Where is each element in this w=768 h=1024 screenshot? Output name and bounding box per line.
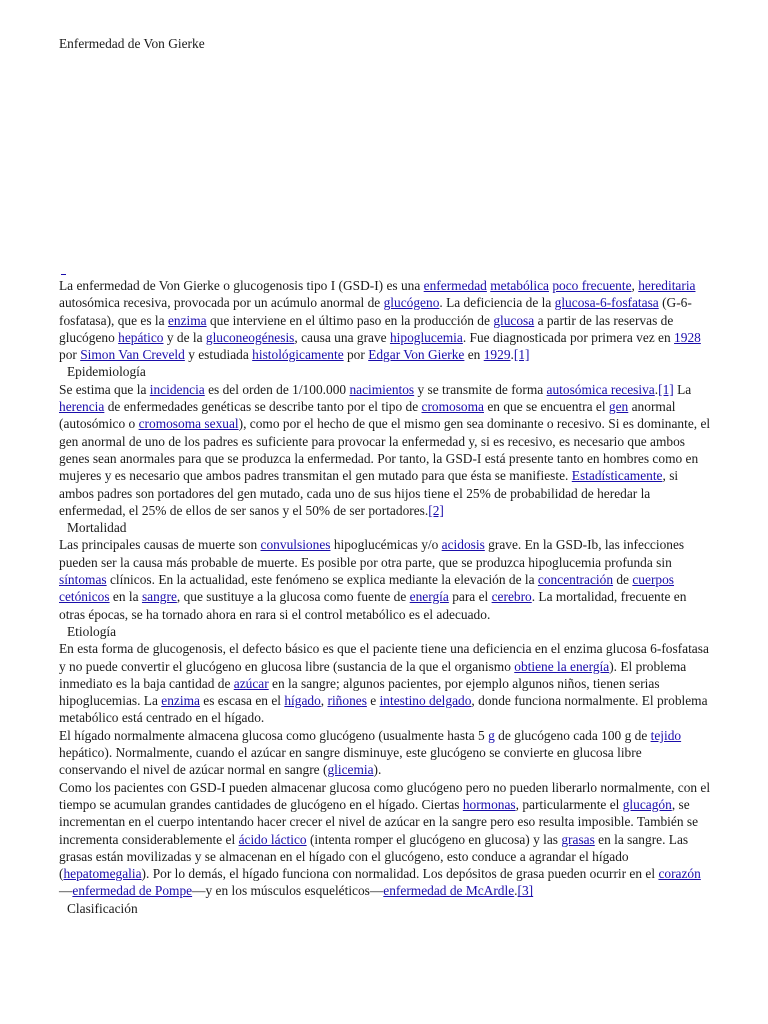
section-heading: Epidemiología (67, 364, 146, 380)
inline-link[interactable]: cerebro (491, 589, 532, 605)
text-run: La enfermedad de Von Gierke o glucogenosis tipo I (GSD-I) es una (59, 278, 424, 293)
inline-link[interactable]: gluconeogénesis (205, 329, 295, 345)
inline-link[interactable]: corazón (658, 866, 701, 882)
inline-link[interactable]: hepático (118, 329, 164, 345)
inline-link[interactable]: incidencia (149, 381, 205, 397)
text-run: y de la (163, 329, 206, 345)
inline-link[interactable]: cromosoma (421, 399, 484, 415)
text-run: . (514, 883, 518, 899)
text-run: por (343, 347, 369, 363)
inline-link[interactable]: [2] (428, 502, 444, 518)
text-run: por (59, 347, 81, 363)
text-run: hepático). Normalmente, cuando el azúcar en sangre disminuye, este glucógeno se convierte en glucosa libre conservando el nivel de azúcar normal en sangre ( (59, 745, 642, 778)
paragraph (59, 727, 711, 779)
text-run: . Fue diagnosticada por primera vez en (462, 329, 675, 345)
text-run: (intenta romper el glucógeno en glucosa) y las (306, 831, 562, 847)
inline-link[interactable]: [1] (513, 347, 530, 363)
inline-link[interactable]: energía (409, 589, 449, 605)
inline-link[interactable]: hormonas (462, 796, 516, 812)
inline-link[interactable]: riñones (327, 693, 367, 709)
text-run: , causa una grave (294, 329, 390, 345)
text-run: . (654, 381, 659, 397)
inline-link[interactable]: ácido láctico (238, 831, 307, 847)
inline-link[interactable]: herencia (59, 399, 105, 415)
text-run: En esta forma de glucogenosis, el defecto básico es que el paciente tiene una deficiencia en el enzima glucosa 6-fosfatasa y no puede convertir el glucógeno en glucosa libre (sustancia de la que el organismo (59, 641, 709, 674)
paragraph (59, 536, 711, 622)
paragraph (59, 640, 711, 726)
inline-link[interactable]: gen (608, 399, 629, 415)
text-run: autosómica recesiva, provocada por un acúmulo anormal de (59, 295, 384, 311)
text-run: clínicos. En la actualidad, este fenómeno se explica mediante la elevación de la (106, 572, 538, 588)
text-run: hipoglucémicas y/o (330, 537, 442, 553)
inline-link[interactable]: convulsiones (260, 537, 331, 553)
inline-link[interactable]: enfermedad de Pompe (72, 883, 193, 899)
inline-link[interactable]: glucosa-6-fosfatasa (554, 295, 659, 311)
inline-link[interactable]: hereditaria (638, 278, 696, 293)
inline-link[interactable]: Simon Van Creveld (80, 347, 185, 363)
inline-link[interactable]: hipoglucemia (389, 329, 463, 345)
paragraph (59, 381, 711, 519)
text-run: en la sangre; algunos pacientes, por ejemplo algunos niños, tienen serias hipoglucemias. La (59, 675, 660, 709)
inline-link[interactable]: nacimientos (349, 381, 415, 397)
section-heading: Etiología (67, 623, 117, 639)
text-run: ). El problema inmediato es la baja cantidad de (59, 658, 687, 691)
text-run: en que se encuentra el (484, 399, 609, 415)
article-body (59, 277, 711, 917)
inline-link[interactable]: sangre (141, 589, 177, 605)
text-run: de (613, 572, 633, 588)
inline-link[interactable]: g (488, 727, 495, 743)
text-run: e (366, 693, 380, 709)
text-run: y estudiada (184, 347, 253, 363)
inline-link[interactable]: [3] (517, 883, 534, 899)
inline-link[interactable]: glucosa (493, 312, 535, 328)
text-run: ), como por el hecho de que el mismo gen sea dominante o recesivo. Si es dominante, el gen anormal de uno de los padres es suficiente para provocar la enfermedad y, si es recesivo, es necesario que ambos genes sean anormales para que se produzca la enfermedad. Por tanto, la GSD-I está presente tanto en hombres como en mujeres y es necesario que ambos padres transmitan el gen mutado para que ésta se manifieste. (59, 416, 711, 484)
inline-link[interactable]: enfermedad (423, 278, 487, 293)
text-run: anormal (autosómico o (59, 399, 676, 432)
paragraph (59, 779, 711, 900)
text-run: Como los pacientes con GSD-I pueden almacenar glucosa como glucógeno pero no pueden liberarlo normalmente, con el tiempo se acumulan grandes cantidades de glucógeno en el hígado. Ciertas (59, 779, 711, 812)
inline-link[interactable]: hepatomegalia (63, 866, 142, 882)
section-heading: Mortalidad (67, 520, 127, 536)
text-run: en la sangre. Las grasas están movilizadas y se almacenan en el hígado con el glucógeno, esto conduce a agrandar el hígado ( (59, 831, 689, 882)
text-run: ). (373, 762, 382, 778)
inline-link[interactable]: azúcar (233, 675, 269, 691)
text-run: de enfermedades genéticas se describe tanto por el tipo de (104, 399, 422, 415)
inline-link[interactable]: Estadísticamente (571, 468, 663, 484)
paragraph (59, 277, 711, 363)
text-run: . La deficiencia de la (439, 295, 555, 311)
text-run: , (320, 693, 328, 709)
inline-link[interactable]: [1] (658, 381, 674, 397)
inline-link[interactable]: enzima (167, 312, 207, 328)
text-run: , donde funciona normalmente. El problema metabólico está centrado en el hígado. (59, 693, 708, 726)
document-title: Enfermedad de Von Gierke (59, 36, 205, 51)
inline-link[interactable]: autosómica recesiva (546, 381, 655, 397)
inline-link[interactable]: Edgar Von Gierke (368, 347, 465, 363)
section-heading: Clasificación (67, 900, 138, 916)
text-run: y se transmite de forma (414, 381, 547, 397)
text-run: — (59, 883, 73, 899)
text-run: , se incrementan en el cuerpo intentando hacer crecer el nivel de azúcar en la sangre pero eso resulta imposible. También se incrementa considerablemente el (59, 796, 699, 847)
inline-link[interactable]: metabólica (490, 278, 549, 293)
text-run: , si ambos padres son portadores del gen mutado, cada uno de sus hijos tiene el 25% de probabilidad de heredar la enfermedad, el 25% de ellos de ser sanos y el 50% de ser portadores. (59, 468, 679, 518)
inline-link[interactable]: obtiene la energía (514, 658, 610, 674)
text-run: en la (109, 589, 142, 605)
inline-link[interactable]: poco frecuente (552, 278, 632, 293)
text-run: . La mortalidad, frecuente en otras épocas, se ha tornado ahora en rara si el control metabólico es el adecuado. (59, 589, 687, 622)
inline-link[interactable]: síntomas (59, 572, 107, 588)
text-run: es del orden de 1/100.000 (204, 381, 350, 397)
inline-link[interactable]: glucógeno (383, 295, 440, 311)
inline-link[interactable]: cromosoma sexual (138, 416, 239, 432)
text-run: ). Por lo demás, el hígado funciona con normalidad. Los depósitos de grasa pueden ocurrir en el (141, 866, 659, 882)
text-run: , que sustituye a la glucosa como fuente de (176, 589, 410, 605)
text-run: de glucógeno cada 100 g de (494, 727, 651, 743)
anchor-link[interactable] (61, 262, 66, 275)
inline-link[interactable]: histológicamente (252, 347, 344, 363)
text-run: a partir de las reservas de glucógeno (59, 312, 674, 345)
inline-link[interactable]: glucagón (622, 796, 672, 812)
text-run: . (510, 347, 514, 363)
inline-link[interactable]: 1929 (483, 347, 511, 363)
text-run: , (631, 278, 639, 293)
text-run: El hígado normalmente almacena glucosa como glucógeno (usualmente hasta 5 (59, 727, 489, 743)
text-run: en (464, 347, 484, 363)
text-run: La (673, 381, 692, 397)
text-run: —y en los músculos esqueléticos— (192, 883, 384, 899)
text-run: , particularmente el (515, 796, 623, 812)
text-run: Se estima que la (59, 381, 150, 397)
inline-link[interactable]: tejido (650, 727, 682, 743)
inline-link[interactable]: acidosis (441, 537, 485, 553)
inline-link[interactable]: cuerpos cetónicos (59, 572, 675, 605)
inline-link[interactable]: concentración (537, 572, 614, 588)
text-run: es escasa en el (199, 693, 285, 709)
inline-link[interactable]: 1928 (674, 329, 701, 345)
text-run: (G-6-fosfatasa), que es la (59, 295, 692, 328)
text-run: grave. En la GSD-Ib, las infecciones pueden ser la causa más probable de muerte. Es posible por otra parte, que se produzca hipoglucemia profunda sin (59, 537, 685, 570)
inline-link[interactable]: hígado (284, 693, 321, 709)
text-run: para el (448, 589, 492, 605)
inline-link[interactable]: intestino delgado (379, 693, 472, 709)
inline-link[interactable]: enzima (161, 693, 200, 709)
inline-link[interactable]: enfermedad de McArdle (383, 883, 515, 899)
inline-link[interactable]: grasas (561, 831, 595, 847)
inline-link[interactable]: glicemia (327, 762, 374, 778)
text-run: que interviene en el último paso en la producción de (206, 312, 494, 328)
text-run: Las principales causas de muerte son (59, 537, 261, 553)
